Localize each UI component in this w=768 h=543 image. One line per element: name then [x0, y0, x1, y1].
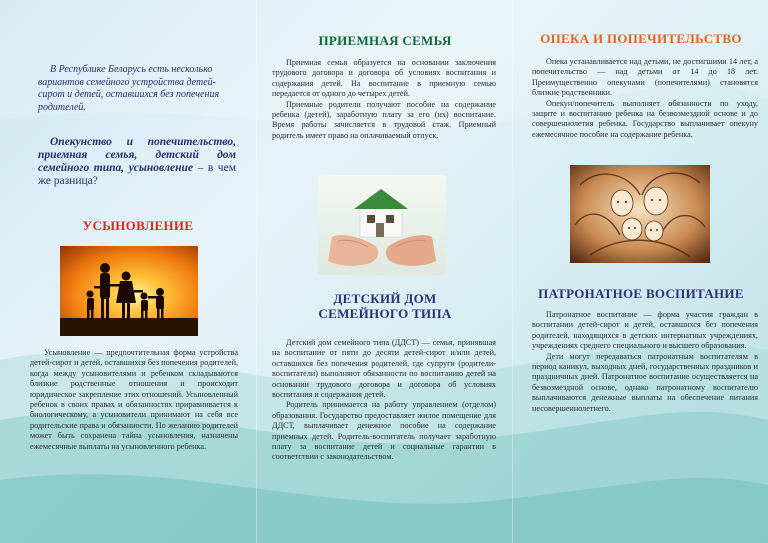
family-art-photo	[570, 165, 710, 263]
family-home-p1: Детский дом семейного типа (ДДСТ) — семья, принявшая на воспитание от пяти до десяти детей-сирот и/или детей, оставшихся без попечения родителей, где супруги (родители-воспитатели) выполняют обязанности по воспитанию детей на основании трудового договора и договора об условиях воспитания и содержания детей.	[272, 338, 496, 400]
guardianship-p1: Опека устанавливается над детьми, не достигшими 14 лет, а попечительство — над детьми от 14 до 18 лет. Преимущественно опекунами (попечителями) становятся близкие родственники.	[532, 57, 758, 98]
family-home-p2: Родитель принимается на работу управлением (отделом) образования. Государство предоставляет жилое помещение для ДДСТ, выплачивает денежное пособие на содержание приемных детей. Родитель-воспитатель получает заработную плату за воспитание детей и социальные гарантии в соответствии с законодательством.	[272, 400, 496, 462]
family-home-text	[272, 338, 496, 463]
question-rest: – в чем же разница?	[38, 162, 236, 187]
adoption-text	[30, 348, 238, 452]
question-bold: Опекунство и попечительство, приемная семья, детский дом семейного типа, усыновление	[38, 136, 236, 174]
foster-family-text	[272, 58, 496, 141]
foster-family-title: ПРИЕМНАЯ СЕМЬЯ	[318, 33, 452, 48]
patronage-p2: Дети могут передаваться патронатным воспитателям в период каникул, выходных дней, государственных праздников и праздничных дней. Патронатное воспитание осуществляется на безвозмездной основе, однако патронатному воспитателю выплачиваются денежные выплаты на обеспечение питания несовершеннолетнего.	[532, 351, 758, 413]
adoption-photo	[60, 246, 198, 336]
patronage-title: ПАТРОНАТНОЕ ВОСПИТАНИЕ	[538, 286, 744, 301]
intro-text: В Республике Беларусь есть несколько вариантов семейного устройства детей-сирот и детей, оставшихся без попечения родителей.	[38, 64, 220, 113]
adoption-title: УСЫНОВЛЕНИЕ	[82, 218, 194, 233]
family-home-title-line2: СЕМЕЙНОГО ТИПА	[318, 306, 452, 321]
guardianship-title: ОПЕКА И ПОПЕЧИТЕЛЬСТВО	[540, 31, 742, 46]
right-panel	[512, 0, 768, 543]
family-home-title	[274, 291, 496, 321]
foster-family-p2: Приемные родители получают пособие на содержание ребенка (детей), заработную плату за его (их) воспитание. Время работы зачисляется в трудовой стаж. Приемный родитель имеет право на оплачиваемый отпуск.	[272, 99, 496, 140]
left-panel	[0, 0, 256, 543]
house-in-hands-photo	[318, 175, 446, 275]
foster-family-p1: Приемная семья образуется на основании заключения трудового договора и договора об условиях воспитания и содержания детей. На воспитание в приемную семью передается от одного до четырех детей.	[272, 58, 496, 99]
patronage-text	[532, 310, 758, 414]
guardianship-text	[532, 57, 758, 140]
guardianship-p2: Опекун/попечитель выполняет обязанности по уходу, защите и воспитанию ребенка на безвозмездной основе и до совершеннолетия ребенка. Государство выплачивает опекуну ежемесячное пособие на содержание ребенка.	[532, 98, 758, 139]
adoption-paragraph: Усыновление — предпочтительная форма устройства детей-сирот и детей, оставшихся без попечения родителей, когда между усыновителями и ребенком складываются близкие родственные отношения и происходит юридическое закрепление этих отношений. Усыновленный ребенок в своих правах и обязанностях приравнивается к биологическому, а усыновители принимают на себя все родительские права и обязанности. По желанию родителей может быть сохранена тайна усыновления, назначены ежемесячные выплаты на усыновленного ребенка.	[30, 348, 238, 451]
intro-question	[38, 136, 236, 188]
middle-panel	[256, 0, 512, 543]
family-home-title-line1: ДЕТСКИЙ ДОМ	[333, 291, 437, 306]
patronage-p1: Патронатное воспитание — форма участия граждан в воспитании детей-сирот и детей, оставшихся без попечения родителей, находящихся в детских интернатных учреждениях, учреждениях среднего специального и высшего образования.	[532, 310, 758, 351]
